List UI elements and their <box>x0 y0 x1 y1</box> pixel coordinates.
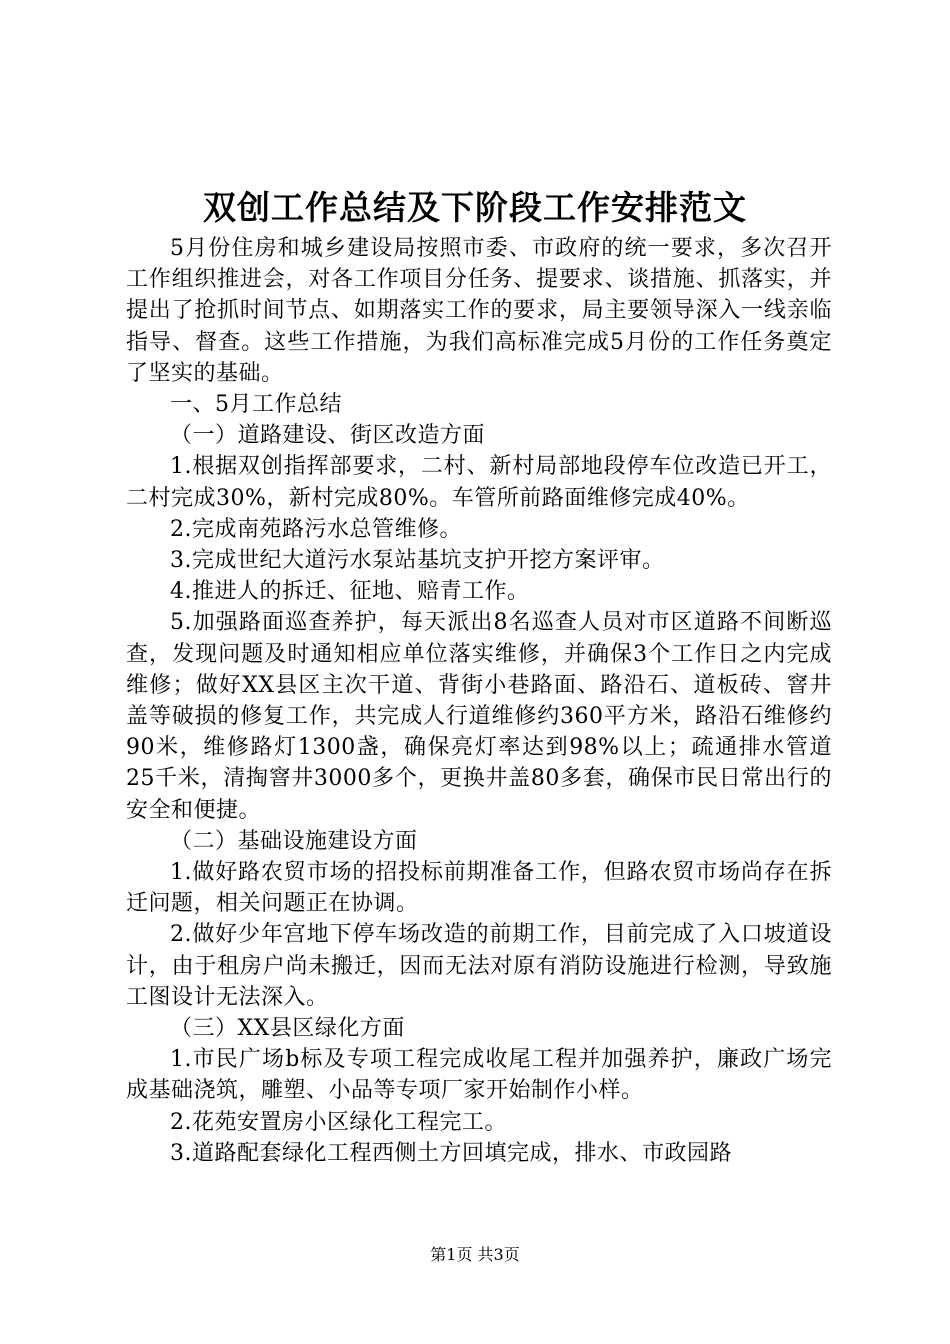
list-item: 5.加强路面巡查养护，每天派出8名巡查人员对市区道路不间断巡查，发现问题及时通知相应单位落实维修，并确保3个工作日之内完成维修；做好XX县区主次干道、背街小巷路面、路沿石、道板砖、窨井盖等破损的修复工作，共完成人行道维修约360平方米，路沿石维修约90米，维修路灯1300盏，确保亮灯率达到98%以上；疏通排水管道25千米，清掏窨井3000多个，更换井盖80多套，确保市民日常出行的安全和便捷。 <box>126 610 832 823</box>
section-heading: 一、5月工作总结 <box>170 392 342 418</box>
document-title: 双创工作总结及下阶段工作安排范文 <box>203 188 747 227</box>
list-item: 4.推进人的拆迁、征地、赔青工作。 <box>170 579 530 605</box>
list-item: 2.做好少年宫地下停车场改造的前期工作，目前完成了入口坡道设计，由于租房户尚未搬迁，因而无法对原有消防设施进行检测，导致施工图设计无法深入。 <box>126 922 832 1010</box>
list-item: 2.完成南苑路污水总管维修。 <box>170 516 462 542</box>
subsection-heading: （一）道路建设、街区改造方面 <box>170 423 486 449</box>
list-item: 3.道路配套绿化工程西侧土方回填完成，排水、市政园路 <box>170 1140 732 1166</box>
list-item: 1.根据双创指挥部要求，二村、新村局部地段停车位改造已开工，二村完成30%，新村完成80%。车管所前路面维修完成40%。 <box>126 454 832 511</box>
subsection-heading: （三）XX县区绿化方面 <box>170 1016 405 1042</box>
paragraph: 5月份住房和城乡建设局按照市委、市政府的统一要求，多次召开工作组织推进会，对各工作项目分任务、提要求、谈措施、抓落实，并提出了抢抓时间节点、如期落实工作的要求，局主要领导深入一线亲临指导、督查。这些工作措施，为我们高标准完成5月份的工作任务奠定了坚实的基础。 <box>126 236 832 386</box>
list-item: 1.市民广场b标及专项工程完成收尾工程并加强养护，廉政广场完成基础浇筑，雕塑、小品等专项厂家开始制作小样。 <box>126 1047 832 1104</box>
list-item: 3.完成世纪大道污水泵站基坑支护开挖方案评审。 <box>170 548 665 574</box>
document-body <box>126 233 832 1169</box>
subsection-heading: （二）基础设施建设方面 <box>170 828 418 854</box>
list-item: 1.做好路农贸市场的招投标前期准备工作，但路农贸市场尚存在拆迁问题，相关问题正在协调。 <box>126 860 832 917</box>
page-footer: 第1页 共3页 <box>430 1245 520 1264</box>
list-item: 2.花苑安置房小区绿化工程完工。 <box>170 1109 507 1135</box>
